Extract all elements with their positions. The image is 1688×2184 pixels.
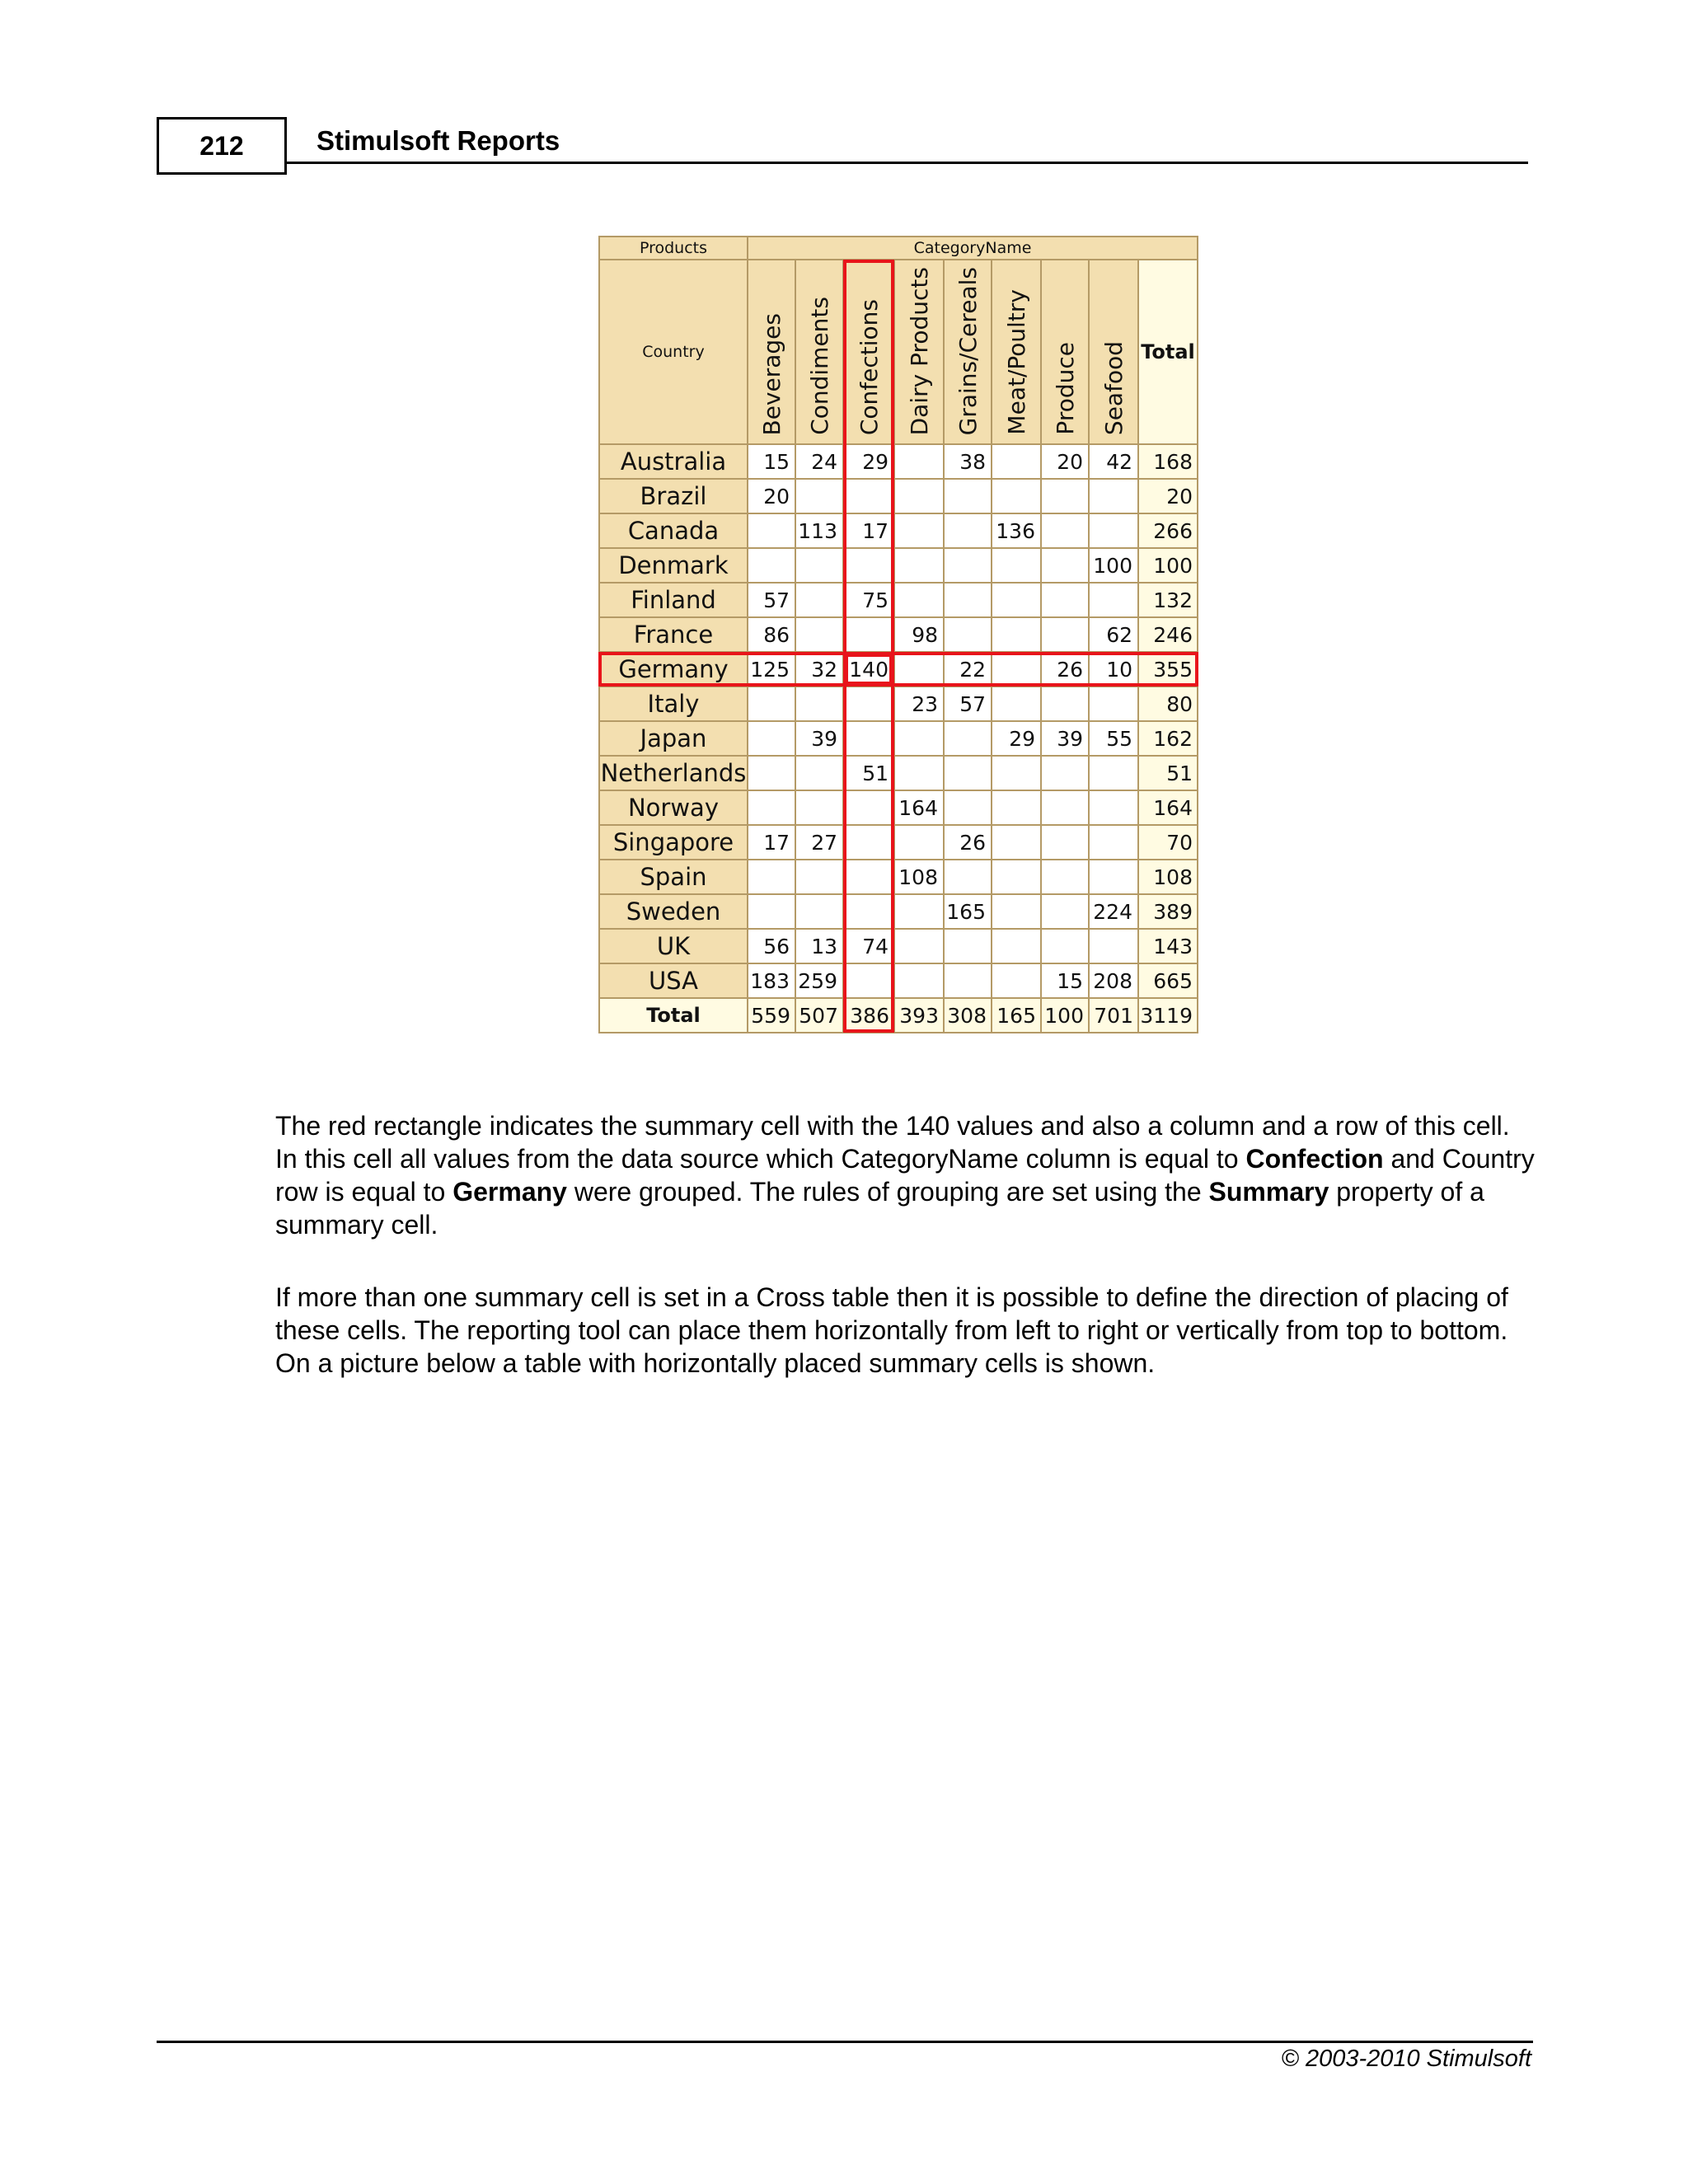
value-cell [748, 548, 795, 583]
value-cell [1089, 790, 1138, 825]
value-cell: 13 [795, 929, 843, 963]
value-cell [894, 652, 944, 687]
value-cell: 62 [1089, 617, 1138, 652]
value-cell [944, 513, 992, 548]
value-cell [1041, 617, 1089, 652]
value-cell [1041, 860, 1089, 894]
country-label: Brazil [599, 479, 748, 513]
value-cell [894, 963, 944, 998]
column-total-cell: 559 [748, 998, 795, 1033]
value-cell [944, 756, 992, 790]
value-cell [944, 583, 992, 617]
value-cell [795, 756, 843, 790]
value-cell [1041, 929, 1089, 963]
value-cell: 38 [944, 444, 992, 479]
value-cell [894, 825, 944, 860]
row-total-cell: 143 [1138, 929, 1198, 963]
column-total-cell: 386 [843, 998, 894, 1033]
value-cell: 57 [944, 687, 992, 721]
value-cell [944, 963, 992, 998]
value-cell [1089, 756, 1138, 790]
value-cell [944, 790, 992, 825]
country-header: Country [599, 260, 748, 444]
table-row [599, 444, 1198, 479]
country-label: Singapore [599, 825, 748, 860]
category-label: Beverages [757, 312, 785, 435]
value-cell [748, 513, 795, 548]
value-cell: 75 [843, 583, 894, 617]
table-row [599, 617, 1198, 652]
column-total-cell: 507 [795, 998, 843, 1033]
value-cell: 29 [843, 444, 894, 479]
row-total-cell: 70 [1138, 825, 1198, 860]
category-label: Meat/Poultry [1002, 289, 1030, 435]
country-label: Spain [599, 860, 748, 894]
value-cell [1041, 583, 1089, 617]
category-column-header [1089, 260, 1138, 444]
value-cell [1041, 479, 1089, 513]
row-total-cell: 51 [1138, 756, 1198, 790]
value-cell [992, 756, 1041, 790]
country-label: USA [599, 963, 748, 998]
value-cell: 56 [748, 929, 795, 963]
value-cell: 86 [748, 617, 795, 652]
country-label: Sweden [599, 894, 748, 929]
row-total-cell: 162 [1138, 721, 1198, 756]
table-row [599, 756, 1198, 790]
value-cell: 29 [992, 721, 1041, 756]
value-cell: 39 [1041, 721, 1089, 756]
value-cell [944, 929, 992, 963]
value-cell [992, 860, 1041, 894]
value-cell [894, 929, 944, 963]
table-row [599, 790, 1198, 825]
value-cell [992, 444, 1041, 479]
category-column-header [1041, 260, 1089, 444]
value-cell: 15 [1041, 963, 1089, 998]
value-cell [1041, 790, 1089, 825]
category-column-header [843, 260, 894, 444]
value-cell [795, 583, 843, 617]
value-cell [992, 479, 1041, 513]
category-label: Grains/Cereals [954, 266, 982, 435]
table-row [599, 583, 1198, 617]
paragraph-text: property of a summary cell. [275, 1177, 1484, 1240]
country-label: Norway [599, 790, 748, 825]
value-cell [992, 548, 1041, 583]
value-cell [1089, 479, 1138, 513]
country-label: Australia [599, 444, 748, 479]
value-cell: 23 [894, 687, 944, 721]
value-cell: 183 [748, 963, 795, 998]
table-row [599, 687, 1198, 721]
country-label: Japan [599, 721, 748, 756]
table-row [599, 929, 1198, 963]
value-cell: 100 [1089, 548, 1138, 583]
footer-copyright: © 2003-2010 Stimulsoft [1281, 2046, 1531, 2072]
value-cell [748, 721, 795, 756]
document-title: Stimulsoft Reports [316, 125, 560, 156]
row-total-cell: 100 [1138, 548, 1198, 583]
value-cell [843, 894, 894, 929]
value-cell [944, 479, 992, 513]
column-total-cell: 701 [1089, 998, 1138, 1033]
page-number: 212 [157, 117, 287, 175]
bold-term-confection: Confection [1245, 1144, 1384, 1174]
value-cell: 42 [1089, 444, 1138, 479]
value-cell: 20 [1041, 444, 1089, 479]
value-cell: 57 [748, 583, 795, 617]
value-cell: 20 [748, 479, 795, 513]
country-label: Finland [599, 583, 748, 617]
row-total-cell: 20 [1138, 479, 1198, 513]
category-label: Seafood [1100, 340, 1128, 435]
value-cell: 108 [894, 860, 944, 894]
column-total-cell: 100 [1041, 998, 1089, 1033]
value-cell: 113 [795, 513, 843, 548]
paragraph-summary-cell [275, 1109, 1536, 1241]
column-total-cell: 393 [894, 998, 944, 1033]
value-cell [843, 825, 894, 860]
value-cell [843, 963, 894, 998]
value-cell [894, 721, 944, 756]
row-total-cell: 246 [1138, 617, 1198, 652]
category-column-header [992, 260, 1041, 444]
value-cell [894, 444, 944, 479]
row-total-cell: 164 [1138, 790, 1198, 825]
row-total-cell: 266 [1138, 513, 1198, 548]
value-cell: 165 [944, 894, 992, 929]
value-cell [843, 617, 894, 652]
value-cell [795, 860, 843, 894]
value-cell [795, 790, 843, 825]
bold-term-summary: Summary [1208, 1177, 1329, 1207]
value-cell: 39 [795, 721, 843, 756]
value-cell [1041, 548, 1089, 583]
table-row [599, 513, 1198, 548]
value-cell [795, 894, 843, 929]
value-cell: 125 [748, 652, 795, 687]
value-cell [1089, 687, 1138, 721]
country-label: Netherlands [599, 756, 748, 790]
country-label: UK [599, 929, 748, 963]
value-cell [843, 687, 894, 721]
value-cell [795, 548, 843, 583]
category-label: Dairy Products [905, 266, 933, 435]
value-cell: 74 [843, 929, 894, 963]
value-cell [1089, 929, 1138, 963]
value-cell [748, 756, 795, 790]
value-cell [795, 617, 843, 652]
value-cell [992, 963, 1041, 998]
value-cell [992, 929, 1041, 963]
row-total-cell: 665 [1138, 963, 1198, 998]
total-column-header: Total [1138, 260, 1198, 444]
paragraph-text: were grouped. The rules of grouping are set using the [566, 1177, 1209, 1207]
totals-row [599, 998, 1198, 1033]
value-cell [843, 721, 894, 756]
value-cell [1089, 860, 1138, 894]
crosstab-table [598, 236, 1198, 1033]
value-cell [748, 894, 795, 929]
bold-term-germany: Germany [452, 1177, 567, 1207]
value-cell: 17 [843, 513, 894, 548]
value-cell: 26 [1041, 652, 1089, 687]
value-cell [992, 583, 1041, 617]
row-total-cell: 108 [1138, 860, 1198, 894]
table-row [599, 548, 1198, 583]
grand-total-cell: 3119 [1138, 998, 1198, 1033]
table-row [599, 825, 1198, 860]
value-cell [843, 479, 894, 513]
value-cell [894, 894, 944, 929]
value-cell [1041, 756, 1089, 790]
value-cell [748, 687, 795, 721]
value-cell [1089, 513, 1138, 548]
value-cell [1041, 513, 1089, 548]
value-cell [992, 687, 1041, 721]
value-cell: 55 [1089, 721, 1138, 756]
value-cell [748, 860, 795, 894]
category-column-header [795, 260, 843, 444]
row-total-cell: 132 [1138, 583, 1198, 617]
value-cell [992, 825, 1041, 860]
value-cell [992, 894, 1041, 929]
footer-rule [157, 2041, 1533, 2043]
value-cell: 17 [748, 825, 795, 860]
country-label: France [599, 617, 748, 652]
category-column-header [748, 260, 795, 444]
column-total-cell: 308 [944, 998, 992, 1033]
value-cell: 22 [944, 652, 992, 687]
value-cell [894, 583, 944, 617]
value-cell: 26 [944, 825, 992, 860]
value-cell: 27 [795, 825, 843, 860]
row-total-cell: 389 [1138, 894, 1198, 929]
value-cell: 24 [795, 444, 843, 479]
value-cell [894, 513, 944, 548]
column-total-cell: 165 [992, 998, 1041, 1033]
category-column-header [944, 260, 992, 444]
value-cell: 164 [894, 790, 944, 825]
table-row [599, 721, 1198, 756]
row-total-cell: 80 [1138, 687, 1198, 721]
value-cell [944, 860, 992, 894]
country-label: Germany [599, 652, 748, 687]
value-cell [795, 479, 843, 513]
value-cell: 15 [748, 444, 795, 479]
row-total-cell: 355 [1138, 652, 1198, 687]
country-label: Denmark [599, 548, 748, 583]
value-cell [1089, 583, 1138, 617]
value-cell [944, 617, 992, 652]
value-cell [1041, 894, 1089, 929]
table-row [599, 963, 1198, 998]
products-header: Products [599, 237, 748, 260]
value-cell: 98 [894, 617, 944, 652]
header-rule [287, 162, 1528, 164]
value-cell [944, 721, 992, 756]
paragraph-direction: If more than one summary cell is set in a Cross table then it is possible to define the direction of placing of these cells. The reporting tool can place them horizontally from left to right or vertically from top to bottom. On a picture below a table with horizontally placed summary cells is shown. [275, 1282, 1508, 1378]
value-cell [992, 790, 1041, 825]
country-label: Canada [599, 513, 748, 548]
value-cell: 140 [843, 652, 894, 687]
value-cell: 51 [843, 756, 894, 790]
row-total-cell: 168 [1138, 444, 1198, 479]
value-cell: 208 [1089, 963, 1138, 998]
category-column-header [894, 260, 944, 444]
value-cell: 259 [795, 963, 843, 998]
value-cell [795, 687, 843, 721]
value-cell [843, 790, 894, 825]
table-row [599, 652, 1198, 687]
value-cell [894, 548, 944, 583]
value-cell [894, 756, 944, 790]
value-cell [1089, 825, 1138, 860]
paragraph-text: and Country row is equal to [275, 1144, 1535, 1207]
value-cell: 10 [1089, 652, 1138, 687]
value-cell [843, 548, 894, 583]
value-cell: 224 [1089, 894, 1138, 929]
table-row [599, 894, 1198, 929]
value-cell: 32 [795, 652, 843, 687]
table-row [599, 479, 1198, 513]
value-cell [992, 617, 1041, 652]
value-cell [992, 652, 1041, 687]
category-label: Condiments [805, 297, 833, 435]
category-header: CategoryName [748, 237, 1198, 260]
value-cell [944, 548, 992, 583]
value-cell [1041, 825, 1089, 860]
paragraph-text: The red rectangle indicates the summary cell with the 140 values and also a column and a row of this cell. In this cell all values from the data source which CategoryName column is equal to [275, 1111, 1510, 1174]
value-cell [843, 860, 894, 894]
value-cell: 136 [992, 513, 1041, 548]
category-label: Produce [1051, 342, 1079, 435]
value-cell [748, 790, 795, 825]
table-row [599, 860, 1198, 894]
total-row-label: Total [599, 998, 748, 1033]
value-cell [1041, 687, 1089, 721]
value-cell [894, 479, 944, 513]
country-label: Italy [599, 687, 748, 721]
category-label: Confections [855, 298, 883, 435]
